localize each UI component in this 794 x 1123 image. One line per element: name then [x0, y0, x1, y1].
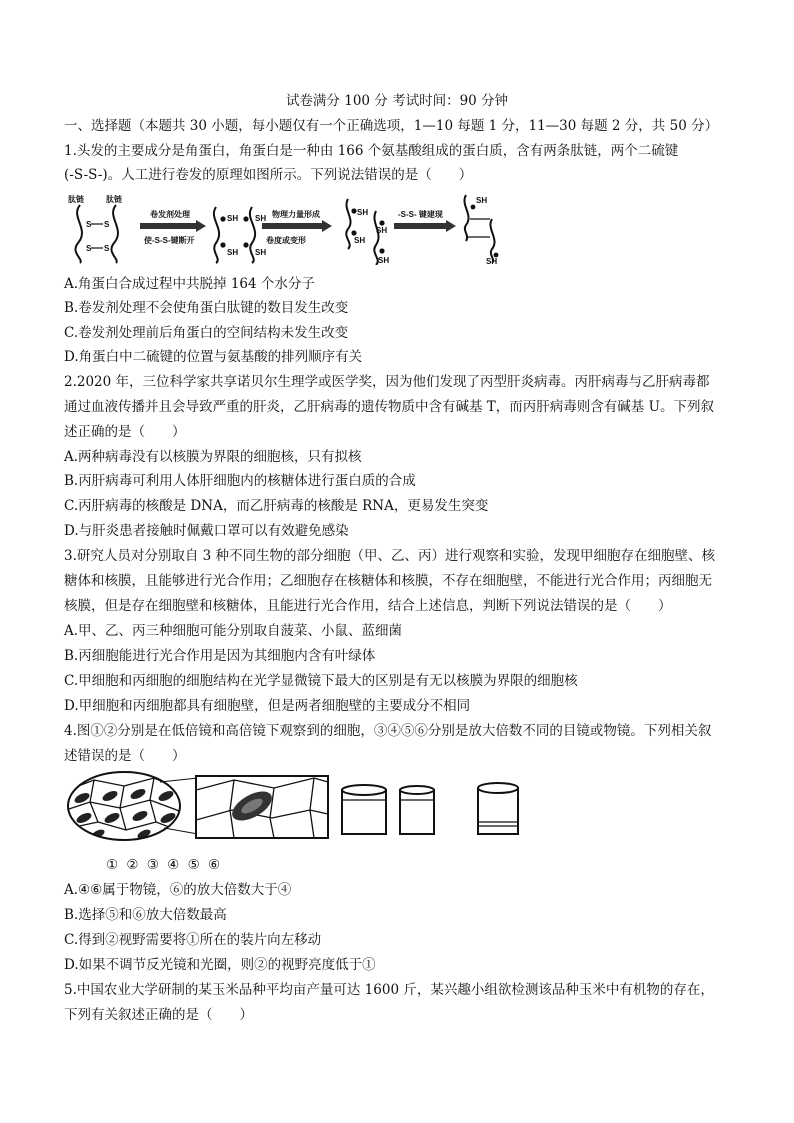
- hair-curling-diagram: [66, 193, 506, 265]
- q3-option-b: B.丙细胞能进行光合作用是因为其细胞内含有叶绿体: [64, 648, 376, 664]
- q1-option-a: A.角蛋白合成过程中共脱掉 164 个水分子: [64, 276, 315, 292]
- q2-stem-line-3: 述正确的是（ ）: [64, 424, 186, 440]
- arrow2-bottom-label: 卷度或变形: [266, 236, 306, 245]
- high-power-field: [196, 776, 328, 838]
- q2-option-b: B.丙肝病毒可利用人体肝细胞内的核糖体进行蛋白质的合成: [64, 473, 416, 489]
- q1-stem-line-1: 1.头发的主要成分是角蛋白，角蛋白是一种由 166 个氨基酸组成的蛋白质，含有两条肽链，两个二硫键: [64, 143, 679, 159]
- objective-lens-icon: [474, 778, 522, 840]
- q3-stem-line-1: 3.研究人员对分别取自 3 种不同生物的部分细胞（甲、乙、丙）进行观察和实验，发现甲细胞存在细胞壁、核: [64, 548, 716, 564]
- arrow-right-icon: [394, 220, 456, 232]
- q4-option-a: A.④⑥属于物镜，⑥的放大倍数大于④: [64, 882, 292, 898]
- q2-stem-line-1: 2.2020 年，三位科学家共享诺贝尔生理学或医学奖，因为他们发现了丙型肝炎病毒。丙肝病毒与乙肝病毒都: [64, 374, 710, 390]
- sh-dot: [351, 208, 356, 213]
- sh-dot: [220, 216, 225, 221]
- q2-option-a: A.两种病毒没有以核膜为界限的细胞核，只有拟核: [64, 449, 362, 465]
- q4-option-b: B.选择⑤和⑥放大倍数最高: [64, 907, 227, 923]
- sulfur-label: S: [86, 244, 92, 253]
- q4-option-c: C.得到②视野需要将①所在的装片向左移动: [64, 932, 322, 948]
- sh-label: SH: [227, 214, 239, 223]
- q3-option-d: D.甲细胞和丙细胞都具有细胞壁，但是两者细胞壁的主要成分不相同: [64, 698, 471, 714]
- sh-label: SH: [476, 196, 488, 205]
- exam-header: 试卷满分 100 分 考试时间：90 分钟: [285, 93, 509, 109]
- q3-option-a: A.甲、乙、丙三种细胞可能分别取自菠菜、小鼠、蓝细菌: [64, 623, 403, 639]
- q1-stem-line-2: (-S-S-)。人工进行卷发的原理如图所示。下列说法错误的是（ ）: [64, 167, 473, 183]
- arrow-right-icon: [140, 220, 206, 232]
- q4-stem-line-2: 述错误的是（ ）: [64, 748, 186, 764]
- sh-dot: [220, 242, 225, 247]
- sh-label: SH: [255, 248, 267, 257]
- zoom-line: [160, 778, 198, 782]
- sh-dot: [351, 230, 356, 235]
- section-title: 一、选择题（本题共 30 小题，每小题仅有一个正确选项，1—10 每题 1 分，11—30 每题 2 分，共 50 分）: [64, 118, 719, 134]
- sh-label: SH: [255, 214, 267, 223]
- q1-option-b: B.卷发剂处理不会使角蛋白肽键的数目发生改变: [64, 300, 349, 316]
- sulfur-label: S: [104, 220, 110, 229]
- peptide-chain-right: [111, 205, 117, 263]
- q1-option-d: D.角蛋白中二硫键的位置与氨基酸的排列顺序有关: [64, 349, 363, 365]
- arrow2-top-label: 物理力量形成: [272, 210, 320, 219]
- q3-option-c: C.甲细胞和丙细胞的细胞结构在光学显微镜下最大的区别是有无以核膜为界限的细胞核: [64, 673, 578, 689]
- q3-stem-line-2: 糖体和核膜，且能够进行光合作用；乙细胞存在核糖体和核膜，不存在细胞壁，不能进行光合作用；丙细胞无: [64, 573, 712, 589]
- objective-lens-icon: [342, 785, 386, 834]
- sh-label: SH: [227, 248, 239, 257]
- sh-label: SH: [357, 208, 369, 217]
- chain-label-right: 肽链: [106, 195, 122, 204]
- sh-label: SH: [354, 236, 366, 245]
- figure-number-labels: ① ② ③ ④ ⑤ ⑥: [106, 857, 223, 873]
- q5-stem-line-1: 5.中国农业大学研制的某玉米品种平均亩产量可达 1600 斤，某兴趣小组欲检测该品种玉米中有机物的存在，: [64, 982, 714, 998]
- sh-label: SH: [378, 256, 390, 265]
- sh-dot: [243, 242, 248, 247]
- q2-stem-line-2: 通过血液传播并且会导致严重的肝炎，乙肝病毒的遗传物质中含有碱基 T，而丙肝病毒则含有碱基 U。下列叙: [64, 399, 714, 415]
- q5-stem-line-2: 下列有关叙述正确的是（ ）: [64, 1007, 253, 1023]
- sh-dot: [379, 248, 384, 253]
- q2-option-c: C.丙肝病毒的核酸是 DNA，而乙肝病毒的核酸是 RNA，更易发生突变: [64, 498, 489, 514]
- sulfur-label: S: [104, 244, 110, 253]
- q2-option-d: D.与肝炎患者接触时佩戴口罩可以有效避免感染: [64, 523, 349, 539]
- arrow-right-icon: [262, 220, 332, 232]
- sh-dot: [243, 216, 248, 221]
- sulfur-label: S: [86, 220, 92, 229]
- q3-stem-line-3: 核膜，但是存在细胞壁和核糖体，且能进行光合作用，结合上述信息，判断下列说法错误的是（ ）: [64, 598, 672, 614]
- peptide-chain-left: [464, 195, 468, 241]
- sh-dot: [471, 205, 476, 210]
- sh-label: SH: [486, 257, 498, 265]
- zoom-line: [164, 828, 198, 834]
- arrow3-top-label: -S-S- 键建现: [398, 210, 443, 219]
- q1-option-c: C.卷发剂处理前后角蛋白的空间结构未发生改变: [64, 325, 349, 341]
- arrow1-top-label: 卷发剂处理: [150, 210, 190, 219]
- peptide-chain-left: [346, 199, 350, 249]
- objective-lens-icon: [400, 786, 434, 834]
- sh-label: SH: [376, 226, 388, 235]
- arrow1-bottom-label: 使-S-S-键断开: [144, 236, 195, 245]
- peptide-chain-left: [214, 207, 219, 263]
- chain-label-left: 肽链: [68, 195, 84, 204]
- q4-option-d: D.如果不调节反光镜和光圈，则②的视野亮度低于①: [64, 957, 376, 973]
- sh-dot: [379, 220, 384, 225]
- microscope-figure: [64, 770, 469, 842]
- q4-stem-line-1: 4.图①②分别是在低倍镜和高倍镜下观察到的细胞，③④⑤⑥分别是放大倍数不同的目镜或物镜。下列相关叙: [64, 723, 712, 739]
- peptide-chain-left: [75, 205, 81, 263]
